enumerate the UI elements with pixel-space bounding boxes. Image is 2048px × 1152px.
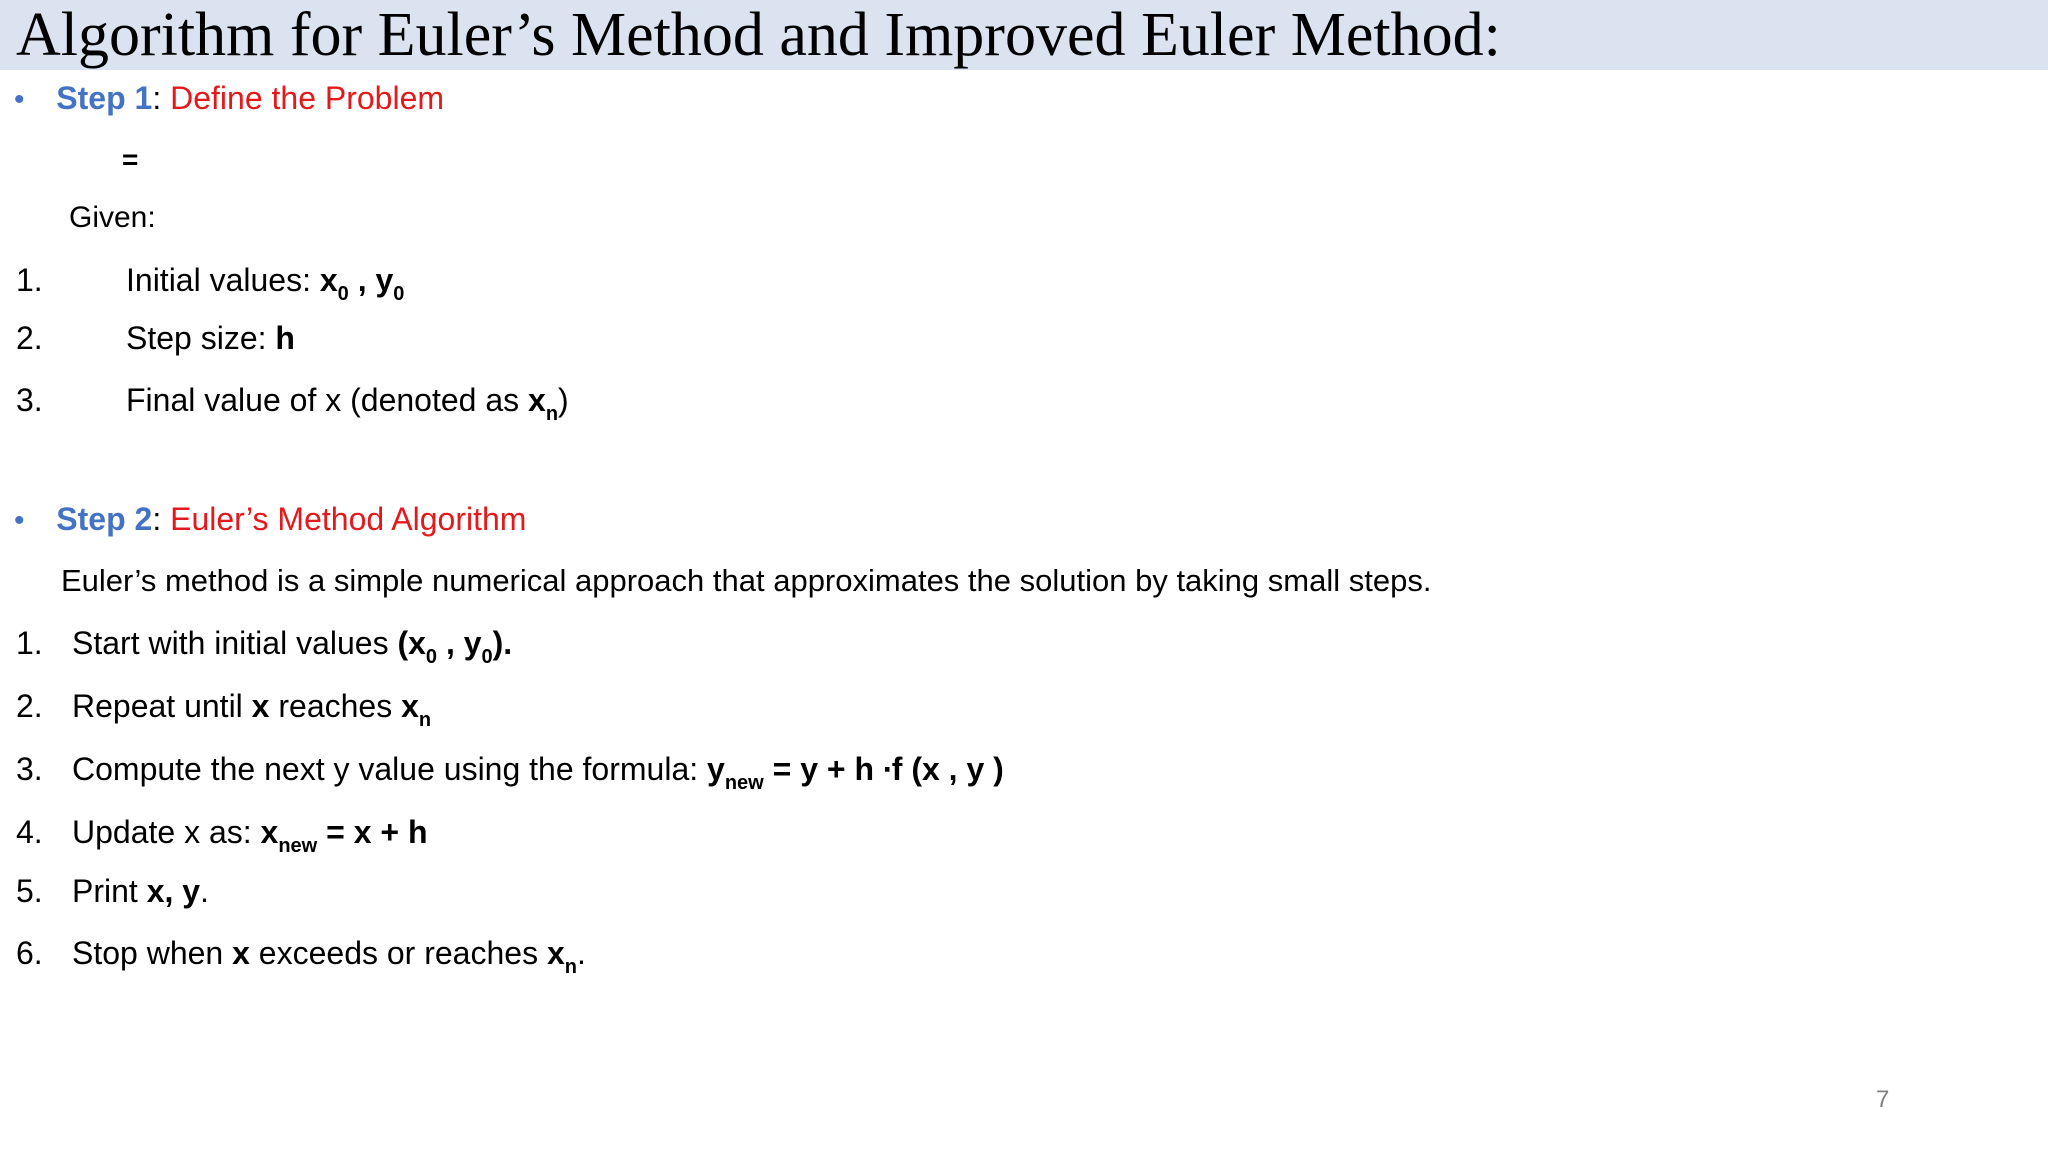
item-text: Start with initial values ($x_0$ , $y_0$). (72, 625, 513, 668)
item-number: 2. (16, 688, 43, 724)
item-number: 3. (16, 382, 43, 418)
item-text: Stop when x exceeds or reaches $x_n$. (72, 935, 586, 978)
step1-title: Define the Problem (170, 80, 445, 116)
step2-colon: : (152, 501, 162, 537)
item-number: 6. (16, 935, 43, 971)
item-number: 4. (16, 814, 43, 850)
item-text: Initial values: $x_0$ , $y_0$ (126, 262, 405, 305)
step1-heading (14, 78, 444, 120)
equation-placeholder: = (122, 144, 139, 175)
bullet-icon: • (14, 504, 25, 537)
step2-description: Euler’s method is a simple numerical approach that approximates the solution by taking small steps. (61, 563, 1432, 598)
step2-label: Step 2 (56, 501, 153, 537)
step1-colon: : (152, 80, 162, 116)
step1-label: Step 1 (56, 80, 153, 116)
item-text: Final value of x (denoted as $x_n$) (126, 382, 569, 425)
page-number: 7 (1876, 1086, 1890, 1113)
item-number: 1. (16, 262, 43, 298)
title-bar (0, 0, 2048, 70)
item-text: Repeat until x reaches $x_n$ (72, 688, 432, 731)
slide-title: Algorithm for Euler’s Method and Improved Euler Method: (16, 1, 1501, 69)
item-number: 2. (16, 320, 43, 356)
item-text: Step size: h (126, 320, 295, 356)
step2-heading (14, 499, 526, 541)
item-text: Update x as: $x_{new} = x + h$ (72, 814, 428, 857)
bullet-icon: • (14, 83, 25, 116)
given-label: Given: (69, 201, 156, 234)
item-number: 1. (16, 625, 43, 661)
item-number: 5. (16, 873, 43, 909)
item-text: Print x, y. (72, 873, 209, 909)
item-text: Compute the next y value using the formula: $y_{new} = y + h \cdot f$ (x , y ) (72, 751, 1004, 794)
item-number: 3. (16, 751, 43, 787)
step2-title: Euler’s Method Algorithm (170, 501, 527, 537)
